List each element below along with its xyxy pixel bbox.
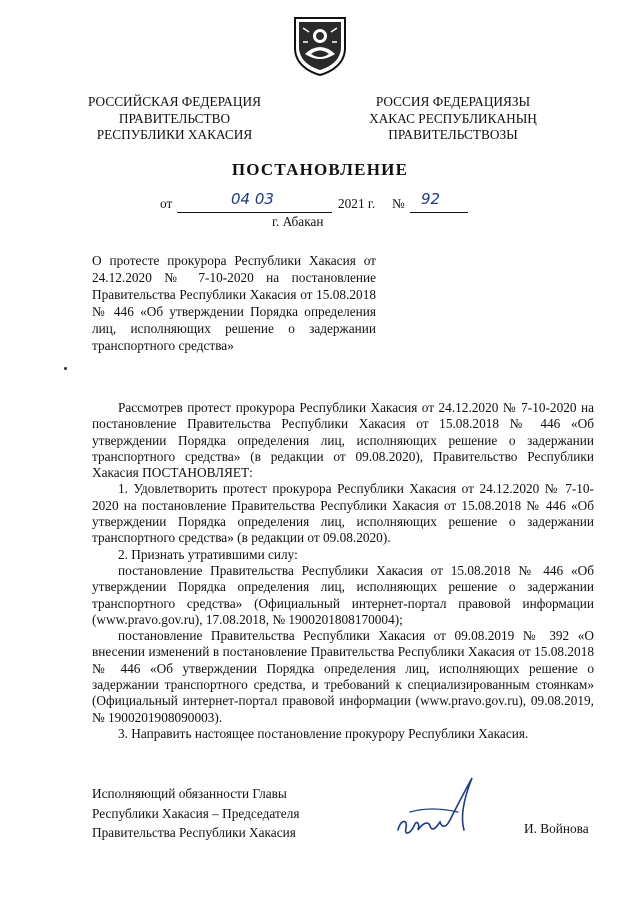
body-paragraph: 2. Признать утратившими силу:	[118, 546, 298, 562]
coat-of-arms-emblem	[291, 14, 349, 76]
body-paragraph: Рассмотрев протест прокурора Республики Хакасия от 24.12.2020 № 7-10-2020 на постановление Правительства Республики Хакасия от 15.08.2018 № 446 «Об утверждении Порядка определения лиц, исполняющих решение о задержании транспортного средства» (в редакции от 09.08.2020), Правительство Республики Хакасия ПОСТАНОВЛЯЕТ:	[92, 400, 594, 481]
header-left-line: РЕСПУБЛИКИ ХАКАСИЯ	[96, 127, 253, 142]
date-handwritten: 04 03	[231, 190, 274, 208]
signatory-position-line: Исполняющий обязанности Главы	[92, 786, 287, 801]
header-right-line: ПРАВИТЕЛЬСТВОЗЫ	[388, 127, 518, 142]
header-left-russian	[72, 94, 277, 144]
date-from-label: от	[160, 196, 173, 211]
number-handwritten: 92	[421, 190, 441, 208]
signatory-name: И. Войнова	[524, 821, 589, 836]
date-year: 2021 г.	[338, 196, 376, 211]
body-paragraph: постановление Правительства Республики Хакасия от 09.08.2019 № 392 «О внесении изменений в постановление Правительства Республики Хакасия от 15.08.2018 № 446 «Об утверждении Порядка определения лиц, исполняющих решение о задержании транспортного средства, и требований к специализированным стоянкам» (Официальный интернет-портал правовой информации (www.pravo.gov.ru), 09.08.2019, № 1900201908090003).	[92, 628, 594, 725]
header-right-line: ХАКАС РЕСПУБЛИКАНЫҢ	[369, 110, 537, 126]
handwritten-signature	[380, 768, 500, 856]
header-right-khakas	[348, 94, 558, 144]
body-paragraph: 3. Направить настоящее постановление прокурору Республики Хакасия.	[118, 725, 529, 741]
header-right-line: РОССИЯ ФЕДЕРАЦИЯЗЫ	[375, 94, 531, 109]
scan-mark	[64, 367, 67, 370]
document-subject: О протесте прокурора Республики Хакасия от 24.12.2020 № 7-10-2020 на постановление Правительства Республики Хакасия от 15.08.2018 № 446 «Об утверждении Порядка определения лиц, исполняющих решение о задержании транспортного средства»	[92, 253, 376, 353]
number-label: №	[392, 196, 405, 211]
signatory-position-line: Республики Хакасия – Председателя	[92, 805, 300, 821]
body-paragraph: постановление Правительства Республики Хакасия от 15.08.2018 № 446 «Об утверждении Порядка определения лиц, исполняющих решение о задержании транспортного средства» (Официальный интернет-портал правовой информации (www.pravo.gov.ru), 17.08.2018, № 1900201808170004);	[92, 562, 594, 627]
document-title: ПОСТАНОВЛЕНИЕ	[231, 160, 409, 179]
signatory-position-line: Правительства Республики Хакасия	[92, 825, 296, 840]
city: г. Абакан	[272, 214, 324, 229]
header-left-line: РОССИЙСКАЯ ФЕДЕРАЦИЯ	[88, 94, 261, 109]
body-paragraph: 1. Удовлетворить протест прокурора Республики Хакасия от 24.12.2020 № 7-10-2020 на постановление Правительства Республики Хакасия от 15.08.2018 № 446 «Об утверждении Порядка определения лиц, исполняющих решение о задержании транспортного средства» (в редакции от 09.08.2020).	[92, 481, 594, 546]
document-body	[92, 400, 594, 742]
signatory-position	[92, 784, 299, 843]
header-left-line: ПРАВИТЕЛЬСТВО	[118, 110, 231, 126]
